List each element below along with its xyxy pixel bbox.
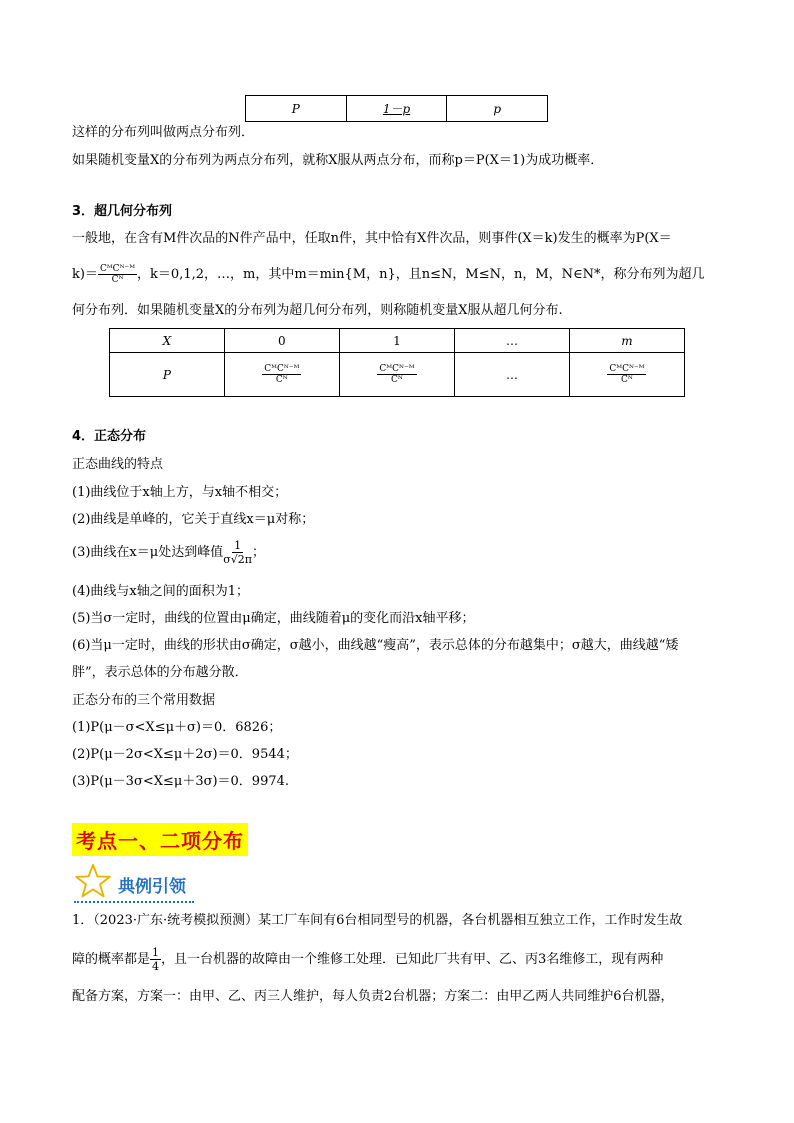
- table-cell: 1－p: [346, 96, 447, 122]
- text-line: 这样的分布列叫做两点分布列．: [72, 125, 255, 140]
- table-cell: P: [110, 353, 225, 397]
- formula-fraction: $\frac{\text{CᴹCᴺ⁻ᴹ}}{\text{Cᴺ}}$: [99, 264, 136, 285]
- example-title: 典例引领: [118, 877, 186, 897]
- section-heading: 4．正态分布: [72, 429, 147, 444]
- text-line: (1)曲线位于x轴上方，与x轴不相交；: [72, 485, 288, 500]
- two-point-table: [245, 95, 548, 122]
- problem-line: 配备方案，方案一：由甲、乙、丙三人维护，每人负责2台机器；方案二：由甲乙两人共同维护6台机器，: [72, 989, 674, 1004]
- section-heading: 3．超几何分布列: [72, 204, 173, 219]
- problem-line: 障的概率都是 $\frac{1}{4}$ ，且一台机器的故障由一个维修工处理．已知此厂共有甲、乙、丙3名维修工，现有两种: [72, 946, 664, 973]
- divider: [74, 901, 194, 903]
- table-cell: X: [110, 329, 225, 353]
- table-cell: $\frac{\text{CᴹCᴺ⁻ᴹ}}{\text{Cᴺ}}$: [569, 353, 684, 397]
- table-cell: P: [246, 96, 347, 122]
- probability-fraction: $\frac{1}{4}$: [152, 946, 160, 973]
- table-cell: $\frac{\text{CᴹCᴺ⁻ᴹ}}{\text{Cᴺ}}$: [224, 353, 339, 397]
- text-line: (6)当μ一定时，曲线的形状由σ确定，σ越小，曲线越“瘦高”，表示总体的分布越集中；σ越大，曲线越“矮: [72, 638, 679, 653]
- text-line: 正态分布的三个常用数据: [72, 693, 216, 708]
- text-line: 一般地，在含有M件次品的N件产品中，任取n件，其中恰有X件次品，则事件(X＝k)发生的概率为P(X＝: [72, 231, 672, 246]
- text-line: (5)当σ一定时，曲线的位置由μ确定，曲线随着μ的变化而沿x轴平移；: [72, 611, 475, 626]
- text-line: (2)曲线是单峰的，它关于直线x＝μ对称；: [72, 512, 315, 527]
- text-line: 何分布列．如果随机变量X的分布列为超几何分布列，则称随机变量X服从超几何分布.: [72, 303, 563, 318]
- table-cell: …: [455, 329, 570, 353]
- section-banner: 考点一、二项分布: [72, 823, 248, 856]
- table-cell: p: [447, 96, 548, 122]
- table-cell: …: [455, 353, 570, 397]
- text-line: (3)P(μ－3σ<X≤μ＋3σ)＝0．9974.: [72, 774, 290, 789]
- text-line: (2)P(μ－2σ<X≤μ＋2σ)＝0．9544；: [72, 747, 298, 762]
- peak-fraction: $\frac{1}{\sigma√2\pi}$: [223, 539, 252, 566]
- star-icon: [74, 862, 112, 900]
- problem-line: 1．（2023·广东·统考模拟预测）某工厂车间有6台相同型号的机器，各台机器相互独立工作，工作时发生故: [72, 913, 683, 928]
- text-line: k)＝ $\frac{\text{CᴹCᴺ⁻ᴹ}}{\text{Cᴺ}}$ ，k＝0,1,2，…，m，其中m＝min{M，n}，且n≤N，M≤N，n，M，N∈N*，称分布列为超几: [72, 264, 705, 285]
- text-line: 如果随机变量X的分布列为两点分布列，就称X服从两点分布，而称p＝P(X＝1)为成功概率．: [72, 153, 604, 168]
- table-cell: 1: [339, 329, 454, 353]
- text-line: 正态曲线的特点: [72, 457, 164, 472]
- text-line: (3)曲线在x＝μ处达到峰值 $\frac{1}{\sigma√2\pi}$ ；: [72, 539, 265, 566]
- table-cell: 0: [224, 329, 339, 353]
- table-cell: $\frac{\text{CᴹCᴺ⁻ᴹ}}{\text{Cᴺ}}$: [339, 353, 454, 397]
- text-line: 胖”，表示总体的分布越分散．: [72, 665, 248, 680]
- hypergeometric-table: [109, 328, 685, 397]
- table-cell: m: [569, 329, 684, 353]
- text-line: (4)曲线与x轴之间的面积为1；: [72, 584, 250, 599]
- text-line: (1)P(μ－σ<X≤μ＋σ)＝0．6826；: [72, 720, 282, 735]
